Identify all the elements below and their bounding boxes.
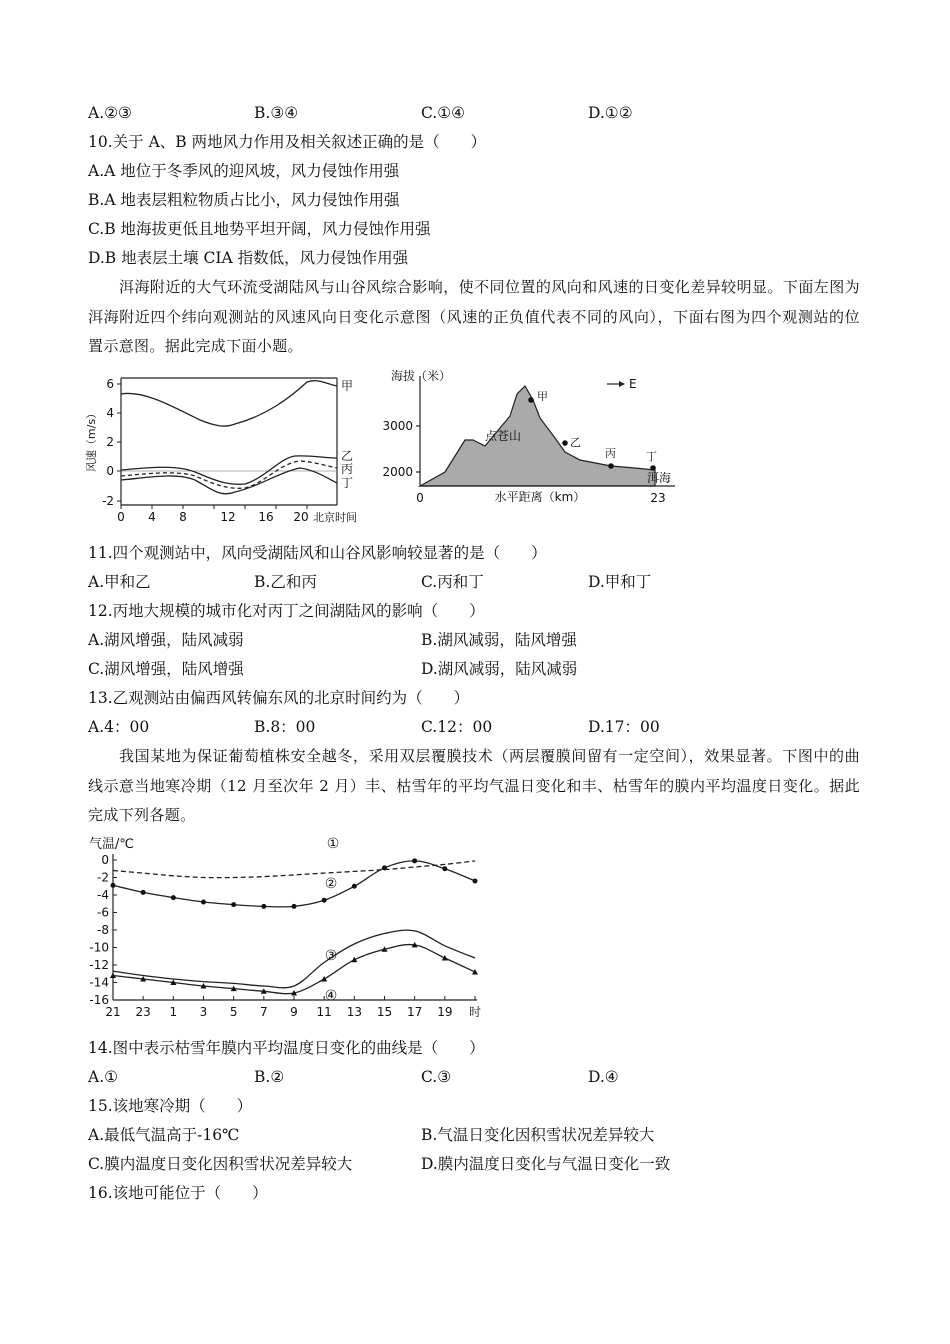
temp-y-tick: -4 [97, 888, 109, 902]
passage-erhai: 洱海附近的大气环流受湖陆风与山谷风综合影响，使不同位置的风向和风速的日变化差异较明显。下面左图为洱海附近四个纬向观测站的风速风向日变化示意图（风速的正负值代表不同的风向），下面右图为四个观测站的位置示意图。据此完成下面小题。 [88, 278, 860, 355]
temp-series-2-point [442, 866, 447, 871]
temp-series-line-1 [113, 861, 475, 878]
temp-y-tick: -12 [89, 958, 109, 972]
q9-option-a[interactable]: A.②③ [88, 104, 132, 122]
direction-label: E [629, 377, 637, 391]
q11-option-b[interactable]: B.乙和丙 [254, 573, 317, 591]
wind-x-tick: 0 [117, 510, 125, 524]
temp-series-4-point [351, 957, 357, 963]
east-arrow-icon [607, 381, 625, 387]
q10-option-c[interactable]: C.B 地海拔更低且地势平坦开阔，风力侵蚀作用强 [88, 220, 431, 238]
temp-x-tick: 1 [169, 1005, 178, 1019]
temp-y-tick: -14 [89, 975, 109, 990]
temperature-chart [85, 832, 495, 1052]
station-yi-dot [562, 440, 568, 446]
q12-option-a[interactable]: A.湖风增强，陆风减弱 [88, 631, 244, 649]
wind-x-tick: 16 [258, 510, 274, 524]
q13-stem: 13.乙观测站由偏西风转偏东风的北京时间约为（ ） [88, 689, 470, 707]
q14-option-a[interactable]: A.① [88, 1068, 119, 1086]
q11-option-a[interactable]: A.甲和乙 [88, 573, 151, 591]
profile-y-tick: 3000 [382, 419, 413, 433]
temp-series-2-point [171, 895, 176, 900]
temp-series-2-point [292, 904, 297, 909]
temp-y-tick: -6 [97, 905, 109, 920]
q10-stem: 10.关于 A、B 两地风力作用及相关叙述正确的是（ ） [88, 133, 487, 151]
temp-x-tick: 19 [437, 1005, 453, 1019]
temp-x-tick: 3 [199, 1005, 208, 1019]
temp-series-label-3: ③ [324, 948, 338, 964]
q11-option-c[interactable]: C.丙和丁 [421, 573, 484, 591]
series-bing-line [121, 461, 337, 488]
temp-series-2-point [322, 898, 327, 903]
profile-chart [375, 368, 685, 513]
q15-option-a[interactable]: A.最低气温高于-16℃ [88, 1126, 240, 1144]
series-jia-label: 甲 [341, 379, 354, 393]
temp-x-tick: 23 [135, 1005, 151, 1019]
q16-stem: 16.该地可能位于（ ） [88, 1184, 268, 1202]
temp-series-label-4: ④ [324, 988, 338, 1004]
profile-y-label: 海拔（米） [390, 369, 452, 383]
wind-x-tick: 20 [293, 510, 309, 524]
profile-x-tick: 0 [416, 491, 424, 505]
temp-y-label: 气温/℃ [89, 837, 134, 852]
q12-stem: 12.丙地大规模的城市化对丙丁之间湖陆风的影响（ ） [88, 602, 485, 620]
station-jia-dot [528, 397, 534, 403]
temp-series-label-1: ① [326, 836, 340, 852]
q15-option-b[interactable]: B.气温日变化因积雪状况差异较大 [421, 1126, 655, 1144]
q13-option-c[interactable]: C.12：00 [421, 718, 493, 736]
q10-option-d[interactable]: D.B 地表层土壤 CIA 指数低，风力侵蚀作用强 [88, 249, 409, 267]
wind-y-tick: 0 [106, 464, 114, 478]
temp-series-line-3 [113, 930, 475, 988]
q14-option-c[interactable]: C.③ [421, 1068, 452, 1086]
temp-series-4-point [442, 955, 448, 961]
temp-series-2-point [261, 904, 266, 909]
temp-series-2-point [231, 902, 236, 907]
wind-x-tick: 8 [179, 510, 187, 524]
profile-y-tick: 2000 [382, 465, 413, 479]
wind-y-tick: 2 [106, 435, 114, 449]
wind-y-label: 风速（m/s） [85, 407, 98, 473]
temp-x-tick: 13 [346, 1005, 362, 1019]
q15-option-d[interactable]: D.膜内温度日变化与气温日变化一致 [421, 1155, 671, 1173]
series-ding-label: 丁 [341, 476, 354, 490]
temp-series-2-point [412, 858, 417, 863]
temp-series-4-point [472, 969, 478, 975]
temp-y-tick: -10 [89, 940, 109, 955]
temp-series-2-point [382, 865, 387, 870]
temp-series-label-2: ② [324, 876, 338, 892]
series-bing-label: 丙 [341, 462, 354, 476]
q9-option-b[interactable]: B.③④ [254, 104, 299, 122]
q12-option-b[interactable]: B.湖风减弱，陆风增强 [421, 631, 577, 649]
temp-series-2-point [201, 900, 206, 905]
temp-y-tick: -16 [89, 993, 109, 1007]
temp-y-tick: 0 [101, 853, 109, 867]
temp-y-tick: -2 [97, 870, 109, 885]
temp-x-tick: 11 [316, 1005, 332, 1019]
station-ding-label: 丁 [646, 450, 657, 463]
q9-option-c[interactable]: C.①④ [421, 104, 466, 122]
series-yi-line [121, 456, 337, 485]
passage-grape: 我国某地为保证葡萄植株安全越冬，采用双层覆膜技术（两层覆膜间留有一定空间），效果显著。下图中的曲线示意当地寒冷期（12 月至次年 2 月）丰、枯雪年的平均气温日变化和丰、枯雪年的膜内平均温度日变化。据此完成下列各题。 [88, 747, 860, 824]
q15-stem: 15.该地寒冷期（ ） [88, 1097, 253, 1115]
temp-series-2-point [473, 879, 478, 884]
lake-label: 洱海 [646, 471, 672, 485]
temp-x-tick: 9 [290, 1005, 298, 1019]
temp-x-tick: 17 [407, 1005, 423, 1019]
q14-stem: 14.图中表示枯雪年膜内平均温度日变化的曲线是（ ） [88, 1039, 485, 1057]
q14-option-b[interactable]: B.② [254, 1068, 285, 1086]
series-yi-label: 乙 [341, 449, 354, 463]
station-jia-label: 甲 [537, 390, 548, 403]
q15-option-c[interactable]: C.膜内温度日变化因积雪状况差异较大 [88, 1155, 353, 1173]
q11-stem: 11.四个观测站中，风向受湖陆风和山谷风影响较显著的是（ ） [88, 544, 547, 562]
profile-x-label: 水平距离（km） [494, 490, 586, 504]
temp-x-label: 时 [468, 1005, 482, 1019]
q9-option-d[interactable]: D.①② [588, 104, 633, 122]
series-jia-line [121, 381, 337, 426]
temp-y-tick: -8 [97, 923, 109, 937]
wind-y-tick: 4 [106, 406, 114, 420]
q10-option-a[interactable]: A.A 地位于冬季风的迎风坡，风力侵蚀作用强 [88, 162, 400, 180]
mountain-label: 点苍山 [484, 429, 522, 443]
station-bing-dot [608, 463, 614, 469]
q13-option-a[interactable]: A.4：00 [88, 718, 150, 736]
q11-option-d[interactable]: D.甲和丁 [588, 573, 652, 591]
q13-option-d[interactable]: D.17：00 [588, 718, 660, 736]
temp-series-2-point [141, 890, 146, 895]
q12-option-d[interactable]: D.湖风减弱，陆风减弱 [421, 660, 578, 678]
wind-x-tick: 12 [220, 510, 236, 524]
q12-option-c[interactable]: C.湖风增强，陆风增强 [88, 660, 244, 678]
temp-series-2-point [352, 884, 357, 889]
wind-x-label: 北京时间 [313, 511, 357, 524]
wind-x-tick: 4 [148, 510, 156, 524]
station-yi-label: 乙 [570, 436, 581, 449]
temp-x-tick: 15 [376, 1005, 393, 1019]
temp-series-line-2 [113, 861, 475, 907]
q14-option-d[interactable]: D.④ [588, 1068, 619, 1086]
wind-speed-chart [85, 368, 365, 528]
temp-x-tick: 5 [229, 1005, 238, 1019]
temp-series-4-point [321, 976, 327, 982]
temp-x-tick: 7 [260, 1005, 268, 1019]
wind-y-tick: 6 [106, 377, 114, 391]
station-bing-label: 丙 [605, 447, 616, 460]
profile-x-tick: 23 [650, 491, 666, 505]
wind-y-tick: -2 [102, 494, 114, 508]
station-ding-dot [650, 465, 656, 471]
temp-series-2-point [111, 883, 116, 888]
series-ding-line [121, 468, 337, 494]
temp-x-tick: 21 [105, 1005, 121, 1019]
q13-option-b[interactable]: B.8：00 [254, 718, 316, 736]
q10-option-b[interactable]: B.A 地表层粗粒物质占比小，风力侵蚀作用强 [88, 191, 400, 209]
